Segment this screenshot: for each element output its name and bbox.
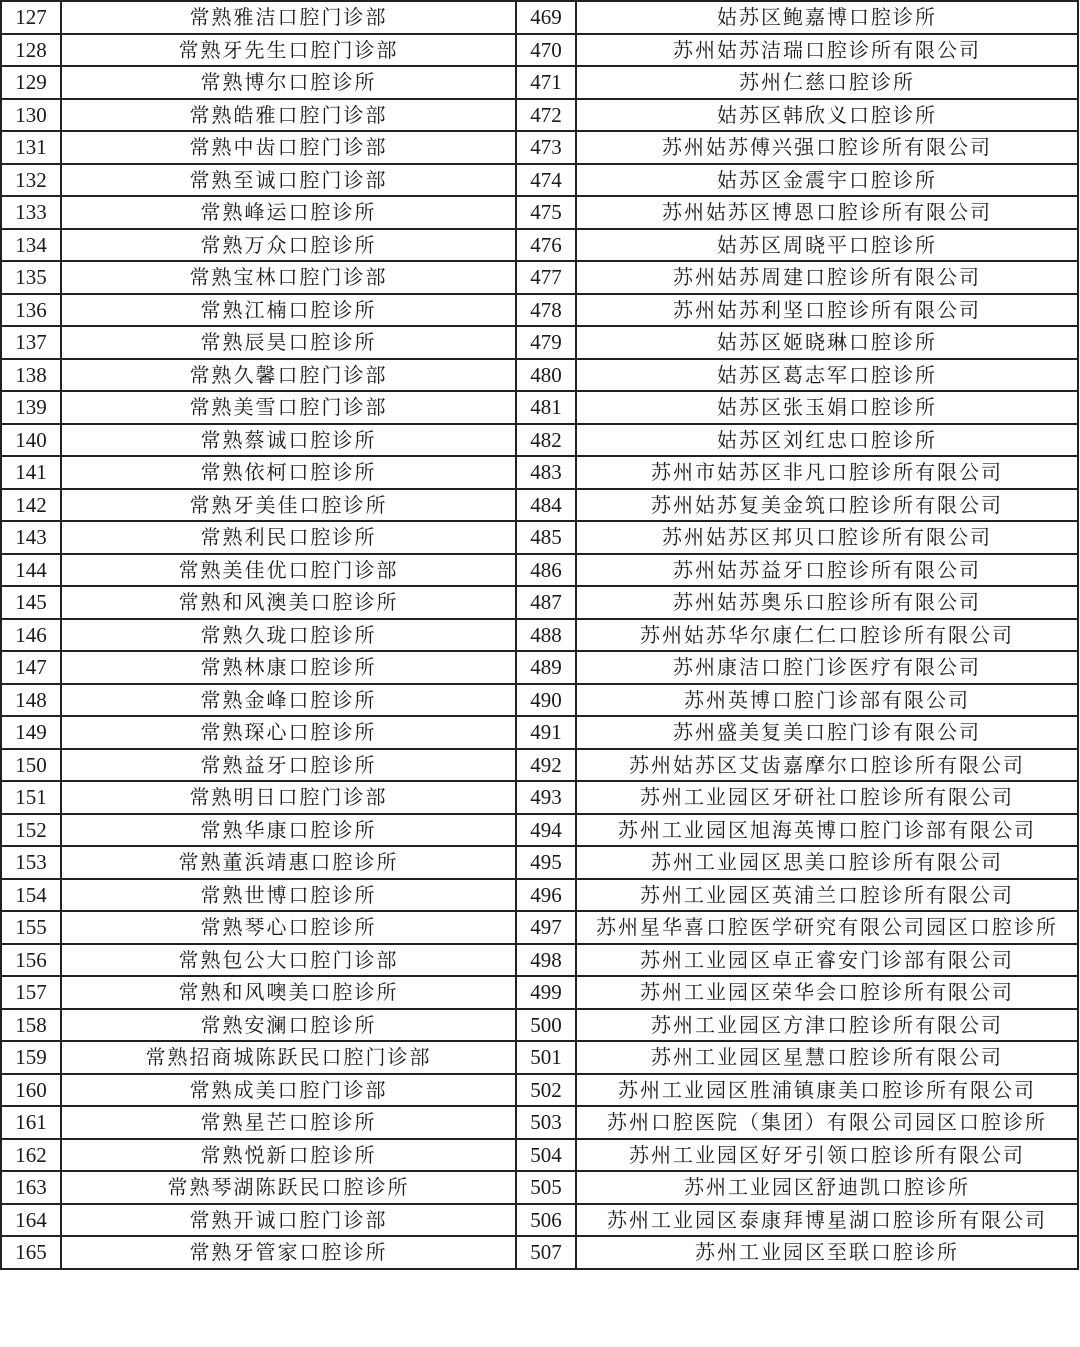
row-number-right: 506 — [516, 1204, 576, 1237]
row-number-right: 491 — [516, 716, 576, 749]
row-number-left: 140 — [1, 424, 61, 457]
row-number-left: 133 — [1, 196, 61, 229]
clinic-name-right: 苏州姑苏利坚口腔诊所有限公司 — [576, 294, 1078, 327]
table-row — [1, 976, 1078, 1009]
table-row — [1, 879, 1078, 912]
table-row — [1, 1236, 1078, 1269]
row-number-left: 163 — [1, 1171, 61, 1204]
clinic-name-left: 常熟美佳优口腔门诊部 — [61, 554, 516, 587]
row-number-left: 152 — [1, 814, 61, 847]
clinic-name-left: 常熟博尔口腔诊所 — [61, 66, 516, 99]
table-row — [1, 1009, 1078, 1042]
clinic-name-left: 常熟利民口腔诊所 — [61, 521, 516, 554]
row-number-right: 471 — [516, 66, 576, 99]
clinic-name-left: 常熟辰昊口腔诊所 — [61, 326, 516, 359]
row-number-left: 141 — [1, 456, 61, 489]
row-number-left: 158 — [1, 1009, 61, 1042]
row-number-right: 472 — [516, 99, 576, 132]
clinic-name-left: 常熟开诚口腔门诊部 — [61, 1204, 516, 1237]
clinic-name-right: 苏州工业园区星慧口腔诊所有限公司 — [576, 1041, 1078, 1074]
row-number-left: 135 — [1, 261, 61, 294]
row-number-right: 477 — [516, 261, 576, 294]
row-number-right: 489 — [516, 651, 576, 684]
clinic-name-right: 苏州姑苏区博恩口腔诊所有限公司 — [576, 196, 1078, 229]
clinic-name-left: 常熟中齿口腔门诊部 — [61, 131, 516, 164]
clinic-name-right: 苏州工业园区英浦兰口腔诊所有限公司 — [576, 879, 1078, 912]
table-row — [1, 99, 1078, 132]
table-row — [1, 781, 1078, 814]
row-number-right: 486 — [516, 554, 576, 587]
clinic-name-left: 常熟牙美佳口腔诊所 — [61, 489, 516, 522]
clinic-name-right: 苏州工业园区旭海英博口腔门诊部有限公司 — [576, 814, 1078, 847]
clinic-name-left: 常熟依柯口腔诊所 — [61, 456, 516, 489]
clinic-name-left: 常熟成美口腔门诊部 — [61, 1074, 516, 1107]
clinic-name-left: 常熟琴心口腔诊所 — [61, 911, 516, 944]
clinic-name-left: 常熟星芒口腔诊所 — [61, 1106, 516, 1139]
table-row — [1, 1204, 1078, 1237]
clinic-name-right: 苏州仁慈口腔诊所 — [576, 66, 1078, 99]
clinic-name-right: 苏州工业园区舒迪凯口腔诊所 — [576, 1171, 1078, 1204]
row-number-left: 134 — [1, 229, 61, 262]
table-row — [1, 911, 1078, 944]
clinic-name-right: 苏州工业园区方津口腔诊所有限公司 — [576, 1009, 1078, 1042]
table-row — [1, 489, 1078, 522]
row-number-right: 502 — [516, 1074, 576, 1107]
clinic-name-left: 常熟久馨口腔门诊部 — [61, 359, 516, 392]
clinic-name-left: 常熟江楠口腔诊所 — [61, 294, 516, 327]
clinic-name-left: 常熟悦新口腔诊所 — [61, 1139, 516, 1172]
row-number-left: 164 — [1, 1204, 61, 1237]
clinic-name-right: 苏州星华喜口腔医学研究有限公司园区口腔诊所 — [576, 911, 1078, 944]
row-number-left: 139 — [1, 391, 61, 424]
row-number-left: 136 — [1, 294, 61, 327]
clinic-name-left: 常熟宝林口腔门诊部 — [61, 261, 516, 294]
table-row — [1, 749, 1078, 782]
row-number-right: 492 — [516, 749, 576, 782]
row-number-right: 507 — [516, 1236, 576, 1269]
clinic-name-left: 常熟牙先生口腔门诊部 — [61, 34, 516, 67]
clinic-name-left: 常熟世博口腔诊所 — [61, 879, 516, 912]
row-number-left: 154 — [1, 879, 61, 912]
clinic-name-right: 苏州工业园区泰康拜博星湖口腔诊所有限公司 — [576, 1204, 1078, 1237]
row-number-right: 469 — [516, 1, 576, 34]
row-number-left: 129 — [1, 66, 61, 99]
row-number-left: 156 — [1, 944, 61, 977]
clinic-name-right: 苏州姑苏区艾齿嘉摩尔口腔诊所有限公司 — [576, 749, 1078, 782]
row-number-right: 484 — [516, 489, 576, 522]
clinic-name-left: 常熟峰运口腔诊所 — [61, 196, 516, 229]
row-number-left: 148 — [1, 684, 61, 717]
clinic-name-right: 苏州工业园区至联口腔诊所 — [576, 1236, 1078, 1269]
row-number-right: 473 — [516, 131, 576, 164]
row-number-left: 159 — [1, 1041, 61, 1074]
table-row — [1, 521, 1078, 554]
row-number-right: 496 — [516, 879, 576, 912]
row-number-right: 483 — [516, 456, 576, 489]
clinic-name-right: 苏州口腔医院（集团）有限公司园区口腔诊所 — [576, 1106, 1078, 1139]
table-row — [1, 1171, 1078, 1204]
clinic-name-right: 苏州盛美复美口腔门诊有限公司 — [576, 716, 1078, 749]
table-row — [1, 1041, 1078, 1074]
clinic-name-right: 姑苏区姬晓琳口腔诊所 — [576, 326, 1078, 359]
row-number-right: 494 — [516, 814, 576, 847]
row-number-right: 480 — [516, 359, 576, 392]
row-number-right: 485 — [516, 521, 576, 554]
table-row — [1, 391, 1078, 424]
clinic-name-left: 常熟蔡诚口腔诊所 — [61, 424, 516, 457]
row-number-left: 157 — [1, 976, 61, 1009]
clinic-name-left: 常熟益牙口腔诊所 — [61, 749, 516, 782]
clinic-name-left: 常熟琛心口腔诊所 — [61, 716, 516, 749]
clinic-name-left: 常熟华康口腔诊所 — [61, 814, 516, 847]
row-number-right: 501 — [516, 1041, 576, 1074]
row-number-left: 144 — [1, 554, 61, 587]
row-number-right: 478 — [516, 294, 576, 327]
table-row — [1, 66, 1078, 99]
clinic-name-left: 常熟安澜口腔诊所 — [61, 1009, 516, 1042]
row-number-left: 137 — [1, 326, 61, 359]
row-number-left: 162 — [1, 1139, 61, 1172]
table-row — [1, 34, 1078, 67]
clinic-name-left: 常熟董浜靖惠口腔诊所 — [61, 846, 516, 879]
row-number-right: 470 — [516, 34, 576, 67]
row-number-right: 488 — [516, 619, 576, 652]
row-number-right: 500 — [516, 1009, 576, 1042]
clinic-name-right: 苏州工业园区荣华会口腔诊所有限公司 — [576, 976, 1078, 1009]
clinic-name-right: 苏州工业园区牙研社口腔诊所有限公司 — [576, 781, 1078, 814]
row-number-left: 132 — [1, 164, 61, 197]
row-number-right: 505 — [516, 1171, 576, 1204]
table-row — [1, 196, 1078, 229]
clinic-name-left: 常熟和风噢美口腔诊所 — [61, 976, 516, 1009]
clinic-name-right: 苏州姑苏区邦贝口腔诊所有限公司 — [576, 521, 1078, 554]
table-row — [1, 261, 1078, 294]
clinic-name-right: 姑苏区葛志军口腔诊所 — [576, 359, 1078, 392]
table-row — [1, 1074, 1078, 1107]
row-number-right: 487 — [516, 586, 576, 619]
row-number-left: 128 — [1, 34, 61, 67]
table-row — [1, 164, 1078, 197]
table-row — [1, 456, 1078, 489]
row-number-right: 503 — [516, 1106, 576, 1139]
clinic-name-left: 常熟和风澳美口腔诊所 — [61, 586, 516, 619]
clinic-name-right: 苏州康洁口腔门诊医疗有限公司 — [576, 651, 1078, 684]
clinic-name-left: 常熟明日口腔门诊部 — [61, 781, 516, 814]
row-number-left: 165 — [1, 1236, 61, 1269]
row-number-right: 495 — [516, 846, 576, 879]
clinic-name-right: 苏州工业园区胜浦镇康美口腔诊所有限公司 — [576, 1074, 1078, 1107]
clinic-name-right: 苏州姑苏复美金筑口腔诊所有限公司 — [576, 489, 1078, 522]
table-row — [1, 1139, 1078, 1172]
table-row — [1, 326, 1078, 359]
clinic-name-left: 常熟久珑口腔诊所 — [61, 619, 516, 652]
table-row — [1, 131, 1078, 164]
row-number-left: 149 — [1, 716, 61, 749]
clinic-name-right: 苏州工业园区思美口腔诊所有限公司 — [576, 846, 1078, 879]
clinic-name-left: 常熟雅洁口腔门诊部 — [61, 1, 516, 34]
table-row — [1, 716, 1078, 749]
table-row — [1, 1, 1078, 34]
row-number-right: 481 — [516, 391, 576, 424]
clinic-name-right: 苏州英博口腔门诊部有限公司 — [576, 684, 1078, 717]
clinic-name-right: 苏州市姑苏区非凡口腔诊所有限公司 — [576, 456, 1078, 489]
table-row — [1, 651, 1078, 684]
table-row — [1, 359, 1078, 392]
clinic-name-right: 苏州姑苏傅兴强口腔诊所有限公司 — [576, 131, 1078, 164]
row-number-left: 127 — [1, 1, 61, 34]
clinic-name-left: 常熟万众口腔诊所 — [61, 229, 516, 262]
table-row — [1, 229, 1078, 262]
row-number-left: 155 — [1, 911, 61, 944]
clinic-name-left: 常熟招商城陈跃民口腔门诊部 — [61, 1041, 516, 1074]
table-body — [1, 1, 1078, 1269]
clinic-name-right: 苏州姑苏益牙口腔诊所有限公司 — [576, 554, 1078, 587]
row-number-left: 130 — [1, 99, 61, 132]
clinic-name-right: 苏州姑苏华尔康仁仁口腔诊所有限公司 — [576, 619, 1078, 652]
clinic-name-left: 常熟金峰口腔诊所 — [61, 684, 516, 717]
clinic-name-left: 常熟林康口腔诊所 — [61, 651, 516, 684]
table-row — [1, 424, 1078, 457]
table-row — [1, 619, 1078, 652]
row-number-left: 138 — [1, 359, 61, 392]
row-number-left: 153 — [1, 846, 61, 879]
clinic-name-right: 姑苏区韩欣义口腔诊所 — [576, 99, 1078, 132]
table-row — [1, 814, 1078, 847]
row-number-right: 479 — [516, 326, 576, 359]
table-row — [1, 684, 1078, 717]
row-number-right: 482 — [516, 424, 576, 457]
row-number-left: 160 — [1, 1074, 61, 1107]
clinic-name-right: 姑苏区金震宇口腔诊所 — [576, 164, 1078, 197]
table-row — [1, 1106, 1078, 1139]
row-number-left: 145 — [1, 586, 61, 619]
clinic-name-left: 常熟牙管家口腔诊所 — [61, 1236, 516, 1269]
table-row — [1, 586, 1078, 619]
clinic-name-right: 苏州姑苏奥乐口腔诊所有限公司 — [576, 586, 1078, 619]
table-row — [1, 944, 1078, 977]
clinic-name-right: 姑苏区张玉娟口腔诊所 — [576, 391, 1078, 424]
table-row — [1, 294, 1078, 327]
row-number-left: 146 — [1, 619, 61, 652]
row-number-right: 499 — [516, 976, 576, 1009]
row-number-right: 490 — [516, 684, 576, 717]
row-number-right: 493 — [516, 781, 576, 814]
clinic-name-left: 常熟美雪口腔门诊部 — [61, 391, 516, 424]
row-number-left: 147 — [1, 651, 61, 684]
row-number-left: 131 — [1, 131, 61, 164]
row-number-left: 150 — [1, 749, 61, 782]
table-row — [1, 846, 1078, 879]
clinic-name-right: 苏州工业园区卓正睿安门诊部有限公司 — [576, 944, 1078, 977]
table-row — [1, 554, 1078, 587]
clinic-name-right: 苏州工业园区好牙引领口腔诊所有限公司 — [576, 1139, 1078, 1172]
clinic-name-left: 常熟琴湖陈跃民口腔诊所 — [61, 1171, 516, 1204]
clinic-name-right: 姑苏区刘红忠口腔诊所 — [576, 424, 1078, 457]
row-number-right: 504 — [516, 1139, 576, 1172]
clinic-name-left: 常熟包公大口腔门诊部 — [61, 944, 516, 977]
row-number-right: 475 — [516, 196, 576, 229]
row-number-left: 151 — [1, 781, 61, 814]
row-number-left: 143 — [1, 521, 61, 554]
row-number-left: 142 — [1, 489, 61, 522]
row-number-right: 498 — [516, 944, 576, 977]
clinic-name-right: 姑苏区鲍嘉博口腔诊所 — [576, 1, 1078, 34]
clinic-name-left: 常熟皓雅口腔门诊部 — [61, 99, 516, 132]
clinic-name-left: 常熟至诚口腔门诊部 — [61, 164, 516, 197]
row-number-right: 474 — [516, 164, 576, 197]
clinic-name-right: 苏州姑苏洁瑞口腔诊所有限公司 — [576, 34, 1078, 67]
row-number-right: 497 — [516, 911, 576, 944]
clinic-name-right: 姑苏区周晓平口腔诊所 — [576, 229, 1078, 262]
row-number-right: 476 — [516, 229, 576, 262]
row-number-left: 161 — [1, 1106, 61, 1139]
clinic-name-right: 苏州姑苏周建口腔诊所有限公司 — [576, 261, 1078, 294]
